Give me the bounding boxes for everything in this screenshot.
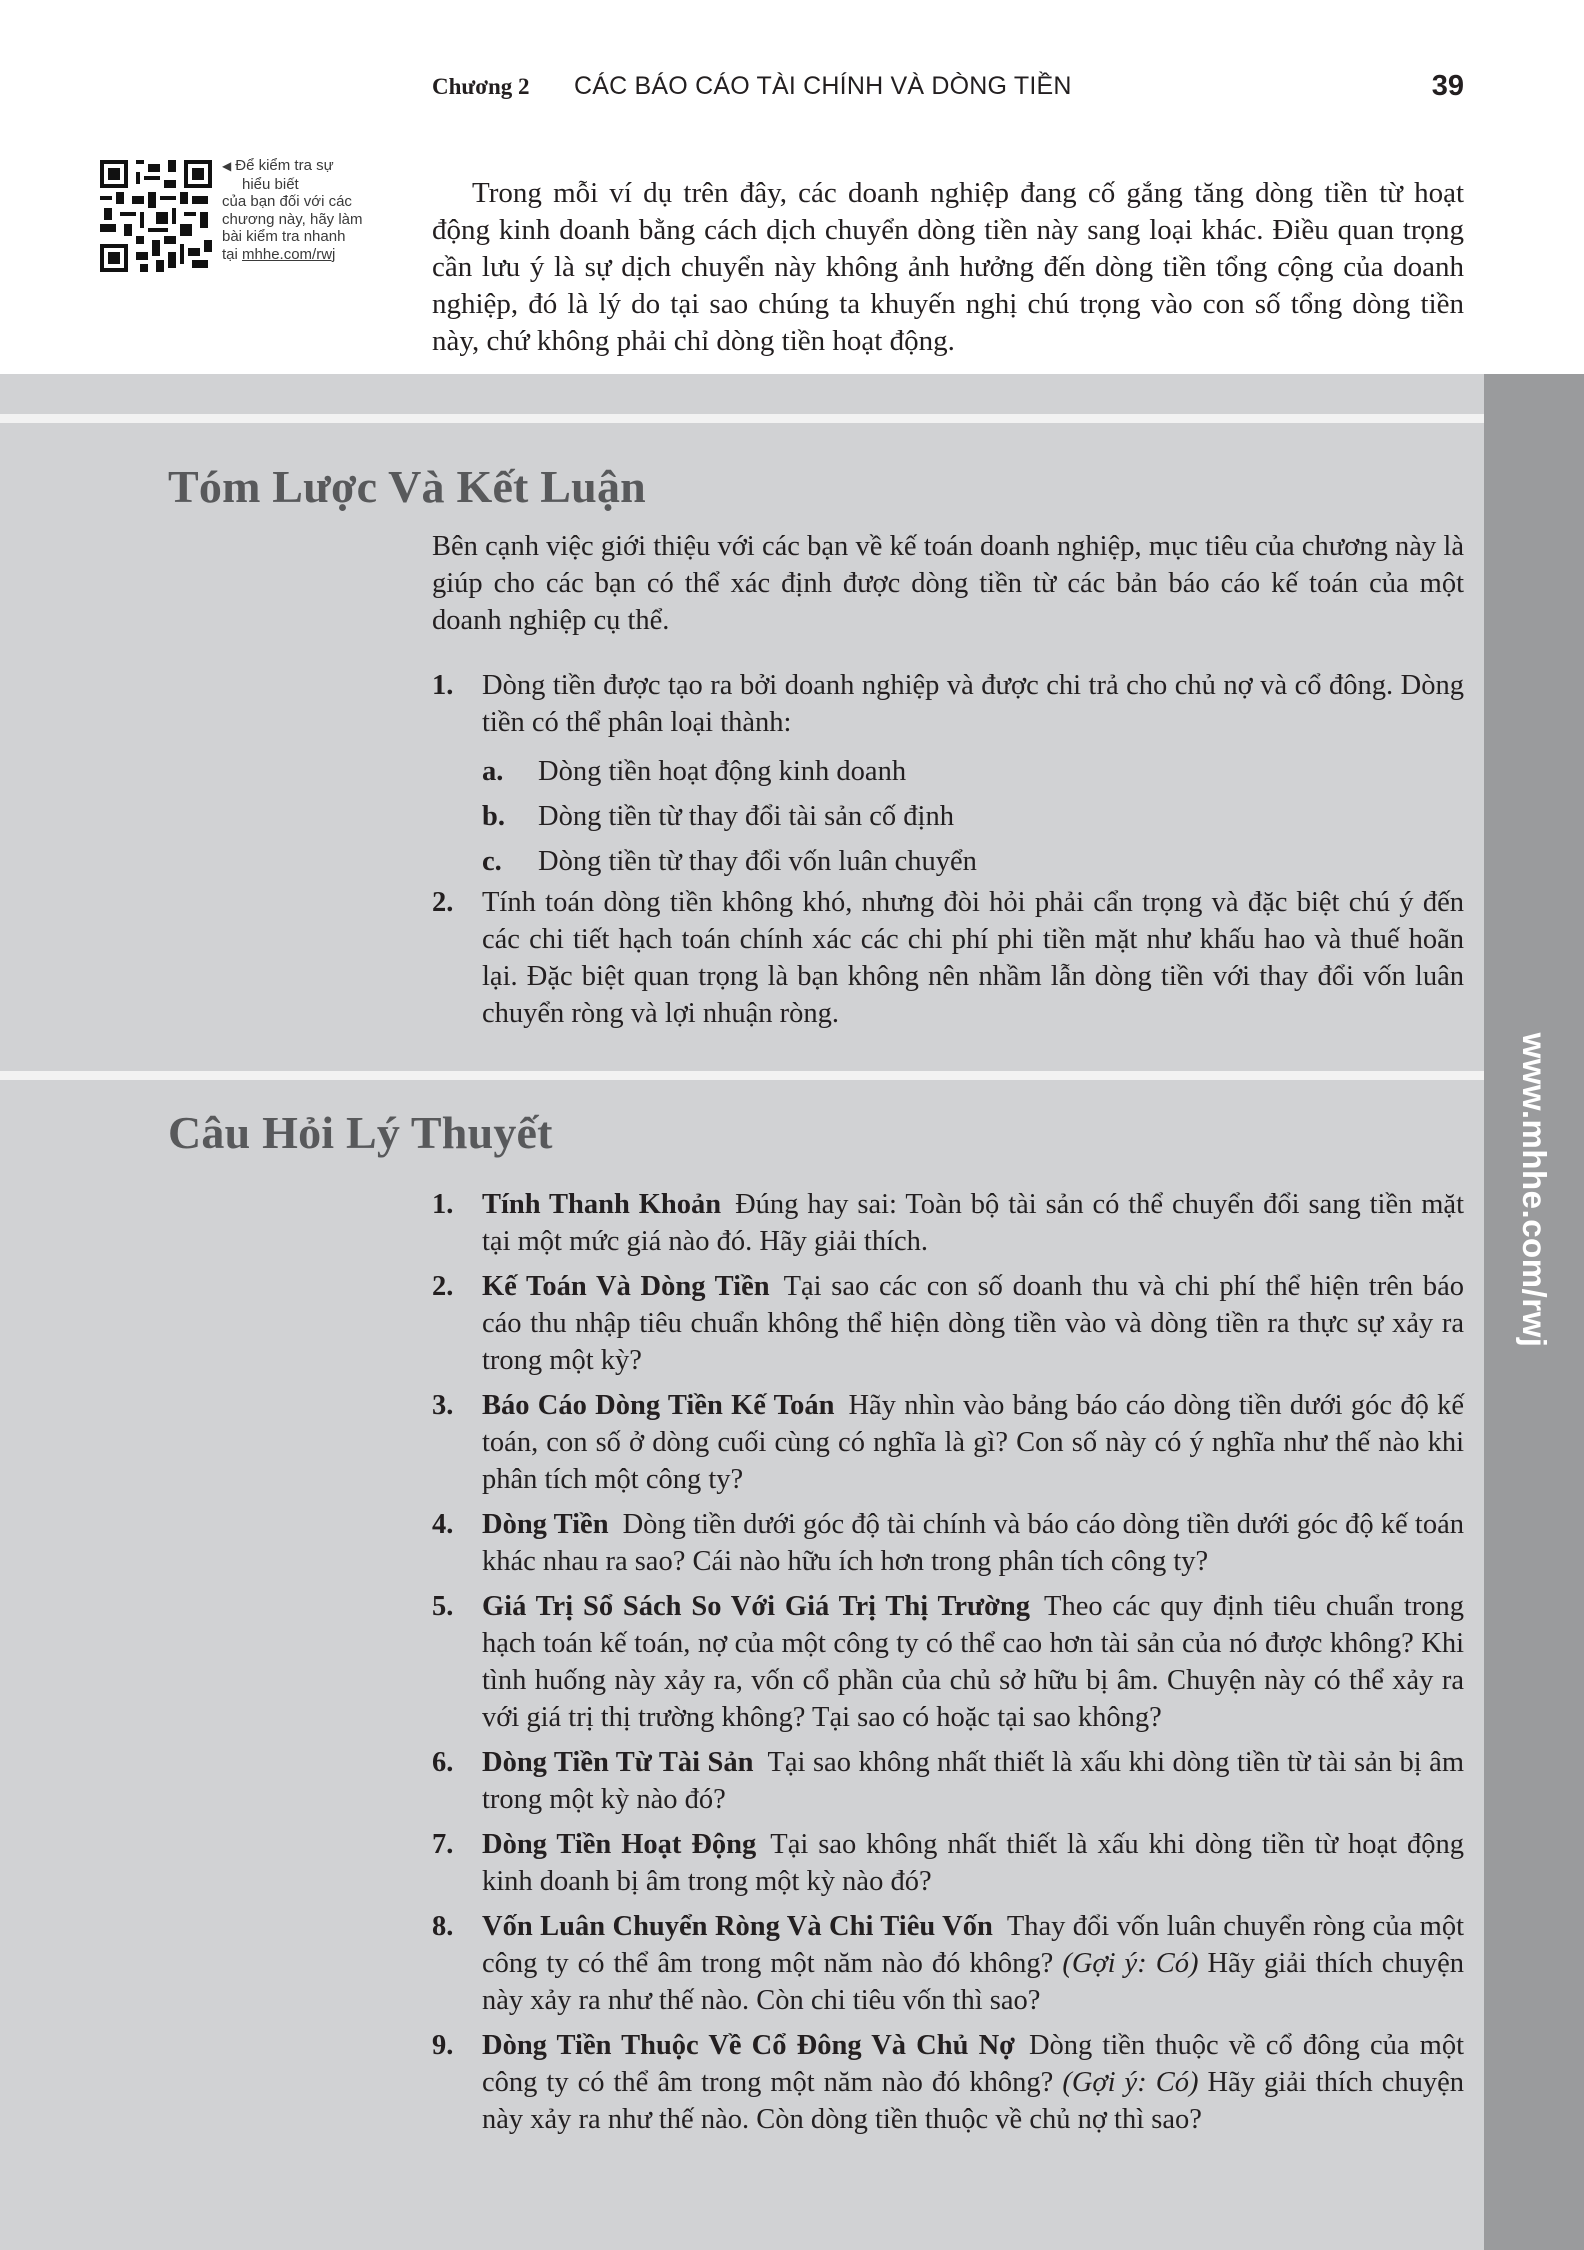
item-letter: b. bbox=[482, 801, 505, 832]
section-divider bbox=[0, 1071, 1484, 1080]
qr-code-icon bbox=[100, 160, 212, 272]
question-item bbox=[432, 1588, 1464, 1736]
question-text: Tại sao các con số doanh thu và chi phí thể hiện trên báo cáo thu nhập tiêu chuẩn không thể hiện dòng tiền vào và dòng tiền ra thực sự xảy ra trong một kỳ? bbox=[482, 1271, 1464, 1376]
side-tab-url: www.mhhe.com/rwj bbox=[1516, 1032, 1553, 1348]
margin-note-prefix: tại bbox=[222, 245, 243, 263]
intro-paragraph: Trong mỗi ví dụ trên đây, các doanh nghiệp đang cố gắng tăng dòng tiền từ hoạt động kinh doanh bằng cách dịch chuyển dòng tiền này sang loại khác. Điều quan trọng cần lưu ý là sự dịch chuyển này không ảnh hưởng đến dòng tiền tổng cộng của doanh nghiệp, đó là lý do tại sao chúng ta khuyến nghị chú trọng vào con số tổng dòng tiền này, chứ không phải chỉ dòng tiền hoạt động. bbox=[432, 177, 1464, 357]
margin-note-line: chương này, hãy làm bbox=[222, 210, 363, 228]
item-text: Dòng tiền được tạo ra bởi doanh nghiệp và được chi trả cho chủ nợ và cổ đông. Dòng tiền có thể phân loại thành: bbox=[482, 670, 1464, 738]
question-item bbox=[432, 1908, 1464, 2019]
question-text: Đúng hay sai: Toàn bộ tài sản có thể chuyển đổi sang tiền mặt tại một mức giá nào đó. Hãy giải thích. bbox=[482, 1189, 1464, 1257]
question-text: Thay đổi vốn luân chuyển ròng của một công ty có thể âm trong một năm nào đó không? bbox=[482, 1911, 1464, 1979]
item-text: Dòng tiền từ thay đổi tài sản cố định bbox=[538, 801, 954, 832]
question-item bbox=[432, 1186, 1464, 1260]
question-title: Dòng Tiền bbox=[482, 1509, 609, 1540]
item-number: 1. bbox=[432, 670, 454, 701]
margin-note-url: mhhe.com/rwj bbox=[242, 245, 336, 263]
item-letter: a. bbox=[482, 756, 504, 787]
question-title: Kế Toán Và Dòng Tiền bbox=[482, 1271, 770, 1302]
chapter-label: Chương 2 bbox=[432, 74, 530, 99]
questions-heading: Câu Hỏi Lý Thuyết bbox=[168, 1107, 553, 1158]
item-number: 4. bbox=[432, 1509, 454, 1540]
question-hint: (Gợi ý: Có) bbox=[1062, 1948, 1199, 1979]
item-text: Dòng tiền hoạt động kinh doanh bbox=[538, 756, 907, 787]
question-text: Hãy nhìn vào bảng báo cáo dòng tiền dưới góc độ kế toán, con số ở dòng cuối cùng có nghĩa là gì? Con số này có ý nghĩa như thế nào khi phân tích một công ty? bbox=[482, 1390, 1465, 1495]
question-item bbox=[432, 1826, 1464, 1900]
question-text: Hãy giải thích chuyện này xảy ra như thế nào. Còn chi tiêu vốn thì sao? bbox=[482, 1948, 1465, 2016]
sub-list bbox=[482, 749, 1464, 884]
question-text: Dòng tiền thuộc về cổ đông của một công ty có thể âm trong một năm nào đó không? bbox=[482, 2030, 1464, 2098]
item-number: 2. bbox=[432, 887, 454, 918]
margin-note bbox=[222, 157, 402, 263]
item-text: Dòng tiền từ thay đổi vốn luân chuyển bbox=[538, 846, 977, 877]
summary-lead: Bên cạnh việc giới thiệu với các bạn về kế toán doanh nghiệp, mục tiêu của chương này là giúp cho các bạn có thể xác định được dòng tiền từ các bản báo cáo kế toán của một doanh nghiệp cụ thể. bbox=[432, 531, 1464, 636]
question-item bbox=[432, 2027, 1464, 2138]
question-title: Dòng Tiền Từ Tài Sản bbox=[482, 1747, 754, 1778]
running-header bbox=[432, 66, 1464, 106]
item-number: 7. bbox=[432, 1829, 454, 1860]
summary-list bbox=[432, 667, 1464, 1032]
question-text: Theo các quy định tiêu chuẩn trong hạch toán kế toán, nợ của một công ty có thể cao hơn tài sản của nó được không? Khi tình huống này xảy ra, vốn cổ phần của chủ sở hữu bị âm. Chuyện này có thể xảy ra với giá trị thị trường không? Tại sao có hoặc tại sao không? bbox=[482, 1591, 1464, 1733]
question-text: Dòng tiền dưới góc độ tài chính và báo cáo dòng tiền dưới góc độ kế toán khác nhau ra sao? Cái nào hữu ích hơn trong phân tích công ty? bbox=[482, 1509, 1464, 1577]
item-number: 1. bbox=[432, 1189, 454, 1220]
summary-body bbox=[432, 528, 1464, 1032]
question-item bbox=[432, 1744, 1464, 1818]
questions-list bbox=[432, 1186, 1464, 2138]
list-item bbox=[482, 794, 1464, 839]
question-text: Tại sao không nhất thiết là xấu khi dòng tiền từ tài sản bị âm trong một kỳ nào đó? bbox=[482, 1747, 1464, 1815]
section-divider bbox=[0, 414, 1484, 423]
question-title: Báo Cáo Dòng Tiền Kế Toán bbox=[482, 1390, 835, 1421]
margin-note-line: Để kiểm tra sự bbox=[235, 157, 334, 174]
margin-note-line: bài kiểm tra nhanh bbox=[222, 228, 346, 245]
question-text: Tại sao không nhất thiết là xấu khi dòng tiền từ hoạt động kinh doanh bị âm trong một kỳ nào đó? bbox=[482, 1829, 1465, 1897]
list-item bbox=[482, 839, 1464, 884]
item-number: 6. bbox=[432, 1747, 454, 1778]
question-title: Vốn Luân Chuyển Ròng Và Chi Tiêu Vốn bbox=[482, 1911, 993, 1942]
left-triangle-icon: ◀ bbox=[222, 159, 232, 173]
list-item bbox=[432, 884, 1464, 1032]
item-number: 3. bbox=[432, 1390, 454, 1421]
question-item bbox=[432, 1268, 1464, 1379]
item-text: Tính toán dòng tiền không khó, nhưng đòi hỏi phải cẩn trọng và đặc biệt chú ý đến các chi tiết hạch toán chính xác các chi phí phi tiền mặt như khấu hao và thuế hoãn lại. Đặc biệt quan trọng là bạn không nên nhầm lẫn dòng tiền với thay đổi vốn luân chuyển ròng và lợi nhuận ròng. bbox=[482, 887, 1464, 1029]
question-title: Dòng Tiền Thuộc Về Cổ Đông Và Chủ Nợ bbox=[482, 2030, 1015, 2061]
question-title: Giá Trị Sổ Sách So Với Giá Trị Thị Trường bbox=[482, 1591, 1031, 1622]
list-item bbox=[482, 749, 1464, 794]
question-title: Dòng Tiền Hoạt Động bbox=[482, 1829, 757, 1860]
margin-note-line: của bạn đối với các bbox=[222, 193, 352, 210]
question-title: Tính Thanh Khoản bbox=[482, 1189, 722, 1220]
list-item bbox=[432, 667, 1464, 884]
question-hint: (Gợi ý: Có) bbox=[1062, 2067, 1199, 2098]
question-text: Hãy giải thích chuyện này xảy ra như thế nào. Còn dòng tiền thuộc về chủ nợ thì sao? bbox=[482, 2067, 1465, 2135]
summary-heading: Tóm Lược Và Kết Luận bbox=[168, 461, 646, 512]
question-item bbox=[432, 1506, 1464, 1580]
item-number: 5. bbox=[432, 1591, 454, 1622]
item-number: 2. bbox=[432, 1271, 454, 1302]
chapter-title: CÁC BÁO CÁO TÀI CHÍNH VÀ DÒNG TIỀN bbox=[574, 72, 1072, 100]
item-number: 8. bbox=[432, 1911, 454, 1942]
margin-note-line: hiểu biết bbox=[242, 175, 299, 193]
question-item bbox=[432, 1387, 1464, 1498]
page-number: 39 bbox=[1431, 70, 1464, 102]
item-number: 9. bbox=[432, 2030, 454, 2061]
item-letter: c. bbox=[482, 846, 502, 877]
questions-body bbox=[432, 1186, 1464, 2138]
